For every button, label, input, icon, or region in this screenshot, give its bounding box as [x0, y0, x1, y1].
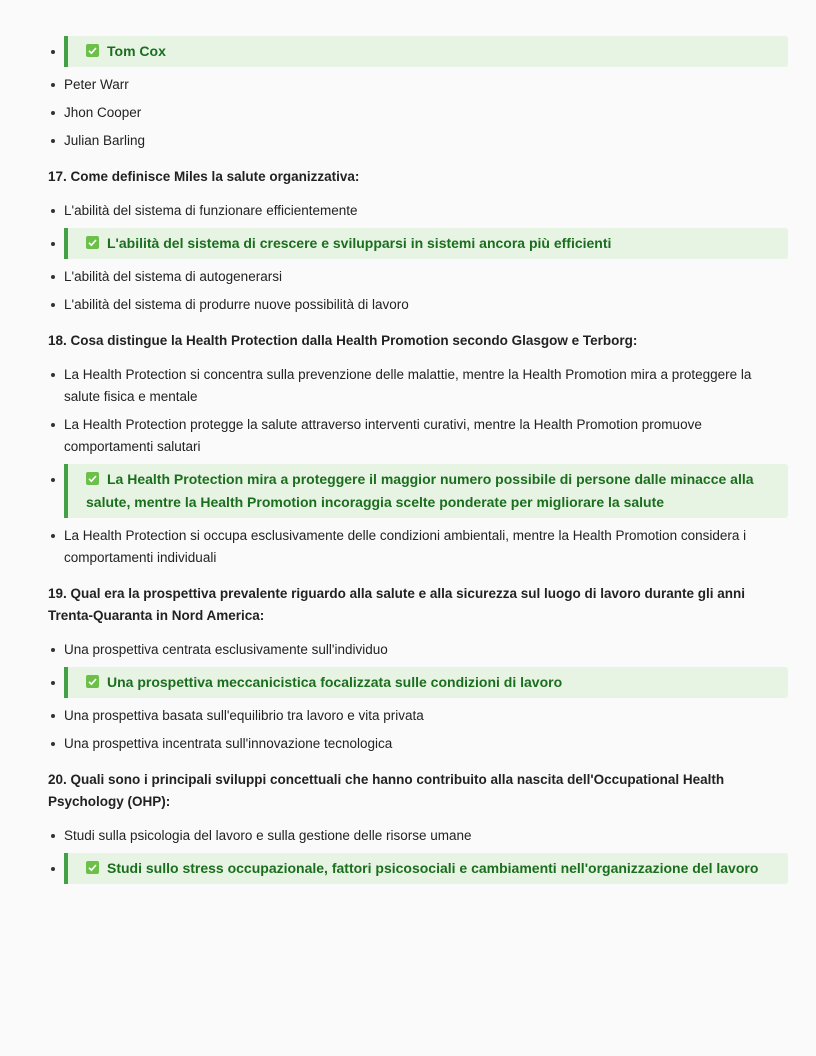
option-text: Studi sullo stress occupazionale, fattori psicosociali e cambiamenti nell'organizzazione del lavoro	[107, 860, 759, 876]
option-correct	[48, 667, 788, 698]
quiz-content	[48, 36, 788, 891]
option: Una prospettiva incentrata sull'innovazione tecnologica	[48, 733, 788, 755]
option: Peter Warr	[48, 74, 788, 96]
check-icon	[86, 675, 99, 688]
options-q17	[48, 200, 788, 316]
question-20: 20. Quali sono i principali sviluppi concettuali che hanno contribuito alla nascita dell'Occupational Health Psychology (OHP):	[48, 772, 725, 809]
option: La Health Protection si occupa esclusivamente delle condizioni ambientali, mentre la Health Promotion considera i comportamenti individuali	[48, 525, 788, 569]
option: Julian Barling	[48, 130, 788, 152]
check-icon	[86, 236, 99, 249]
question-18: 18. Cosa distingue la Health Protection dalla Health Promotion secondo Glasgow e Terborg:	[48, 333, 638, 348]
option: Una prospettiva basata sull'equilibrio tra lavoro e vita privata	[48, 705, 788, 727]
check-icon	[86, 44, 99, 57]
option: Studi sulla psicologia del lavoro e sulla gestione delle risorse umane	[48, 825, 788, 847]
option-correct	[48, 853, 788, 884]
option: La Health Protection si concentra sulla prevenzione delle malattie, mentre la Health Promotion mira a proteggere la salute fisica e mentale	[48, 364, 788, 408]
check-icon	[86, 861, 99, 874]
question-17: 17. Come definisce Miles la salute organizzativa:	[48, 169, 360, 184]
options-q18	[48, 364, 788, 569]
option: La Health Protection protegge la salute attraverso interventi curativi, mentre la Health Promotion promuove comportamenti salutari	[48, 414, 788, 458]
option-correct	[48, 464, 788, 518]
option-text: Una prospettiva meccanicistica focalizzata sulle condizioni di lavoro	[107, 674, 563, 690]
option-correct	[48, 36, 788, 67]
options-q16	[48, 36, 788, 152]
option: L'abilità del sistema di funzionare efficientemente	[48, 200, 788, 222]
options-q19	[48, 639, 788, 755]
question-19: 19. Qual era la prospettiva prevalente riguardo alla salute e alla sicurezza sul luogo di lavoro durante gli anni Trenta-Quaranta in Nord America:	[48, 586, 745, 623]
option: L'abilità del sistema di autogenerarsi	[48, 266, 788, 288]
option: Jhon Cooper	[48, 102, 788, 124]
option-text: L'abilità del sistema di crescere e svilupparsi in sistemi ancora più efficienti	[107, 235, 612, 251]
option-text: Tom Cox	[107, 43, 166, 59]
option: L'abilità del sistema di produrre nuove possibilità di lavoro	[48, 294, 788, 316]
option-text: La Health Protection mira a proteggere il maggior numero possibile di persone dalle minacce alla salute, mentre la Health Promotion incoraggia scelte ponderate per migliorare la salute	[86, 471, 754, 510]
check-icon	[86, 472, 99, 485]
option-correct	[48, 228, 788, 259]
option: Una prospettiva centrata esclusivamente sull'individuo	[48, 639, 788, 661]
options-q20	[48, 825, 788, 884]
